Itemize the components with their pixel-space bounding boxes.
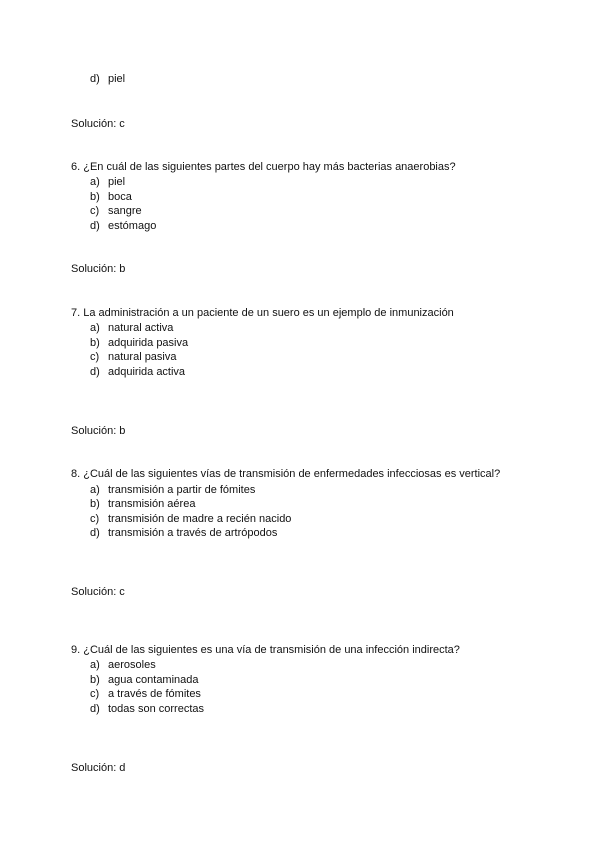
option-letter: c) xyxy=(90,205,100,217)
question-9-option-a xyxy=(90,658,156,673)
option-text: a través de fómites xyxy=(108,688,201,700)
option-letter: a) xyxy=(90,322,100,334)
question-9-option-b xyxy=(90,673,199,688)
option-text: transmisión a través de artrópodos xyxy=(108,527,278,539)
question-9-text: 9. ¿Cuál de las siguientes es una vía de transmisión de una infección indirecta? xyxy=(71,644,460,656)
question-9-option-c xyxy=(90,687,201,702)
option-text: todas son correctas xyxy=(108,703,204,715)
option-letter: d) xyxy=(90,220,100,232)
option-letter: c) xyxy=(90,688,100,700)
option-text: transmisión aérea xyxy=(108,498,196,510)
question-6-text: 6. ¿En cuál de las siguientes partes del cuerpo hay más bacterias anaerobias? xyxy=(71,161,456,173)
option-letter: b) xyxy=(90,674,100,686)
option-text: agua contaminada xyxy=(108,674,199,686)
option-letter: b) xyxy=(90,337,100,349)
option-letter: c) xyxy=(90,513,100,525)
option-letter: b) xyxy=(90,498,100,510)
option-letter: a) xyxy=(90,176,100,188)
question-9-solution: Solución: d xyxy=(71,762,126,774)
question-8-option-d xyxy=(90,526,277,541)
question-7-solution: Solución: b xyxy=(71,425,126,437)
option-text: piel xyxy=(108,73,126,85)
question-7-option-d xyxy=(90,365,185,380)
option-text: adquirida pasiva xyxy=(108,337,189,349)
option-letter: b) xyxy=(90,191,100,203)
question-7-option-c xyxy=(90,350,177,365)
option-letter: d) xyxy=(90,366,100,378)
question-6-option-d xyxy=(90,219,156,234)
question-9-option-d xyxy=(90,702,204,717)
prev-question-option-d xyxy=(90,72,125,87)
option-letter: d) xyxy=(90,73,100,85)
question-6-solution: Solución: b xyxy=(71,263,126,275)
question-8-option-a xyxy=(90,483,255,498)
question-8-option-c xyxy=(90,512,291,527)
prev-solution: Solución: c xyxy=(71,118,125,130)
option-text: sangre xyxy=(108,205,142,217)
option-letter: d) xyxy=(90,527,100,539)
option-text: estómago xyxy=(108,220,157,232)
option-text: adquirida activa xyxy=(108,366,186,378)
option-text: aerosoles xyxy=(108,659,156,671)
option-letter: a) xyxy=(90,484,100,496)
option-text: natural pasiva xyxy=(108,351,177,363)
question-7-option-a xyxy=(90,321,173,336)
option-letter: a) xyxy=(90,659,100,671)
option-text: natural activa xyxy=(108,322,174,334)
question-6-option-c xyxy=(90,204,142,219)
question-6-option-b xyxy=(90,190,132,205)
question-7-option-b xyxy=(90,336,188,351)
option-letter: c) xyxy=(90,351,100,363)
question-7-text: 7. La administración a un paciente de un suero es un ejemplo de inmunización xyxy=(71,307,454,319)
option-text: boca xyxy=(108,191,132,203)
option-text: piel xyxy=(108,176,126,188)
question-8-option-b xyxy=(90,497,195,512)
option-text: transmisión de madre a recién nacido xyxy=(108,513,292,525)
question-8-text: 8. ¿Cuál de las siguientes vías de transmisión de enfermedades infecciosas es vertical? xyxy=(71,468,501,480)
question-8-solution: Solución: c xyxy=(71,586,125,598)
question-6-option-a xyxy=(90,175,125,190)
option-letter: d) xyxy=(90,703,100,715)
option-text: transmisión a partir de fómites xyxy=(108,484,256,496)
